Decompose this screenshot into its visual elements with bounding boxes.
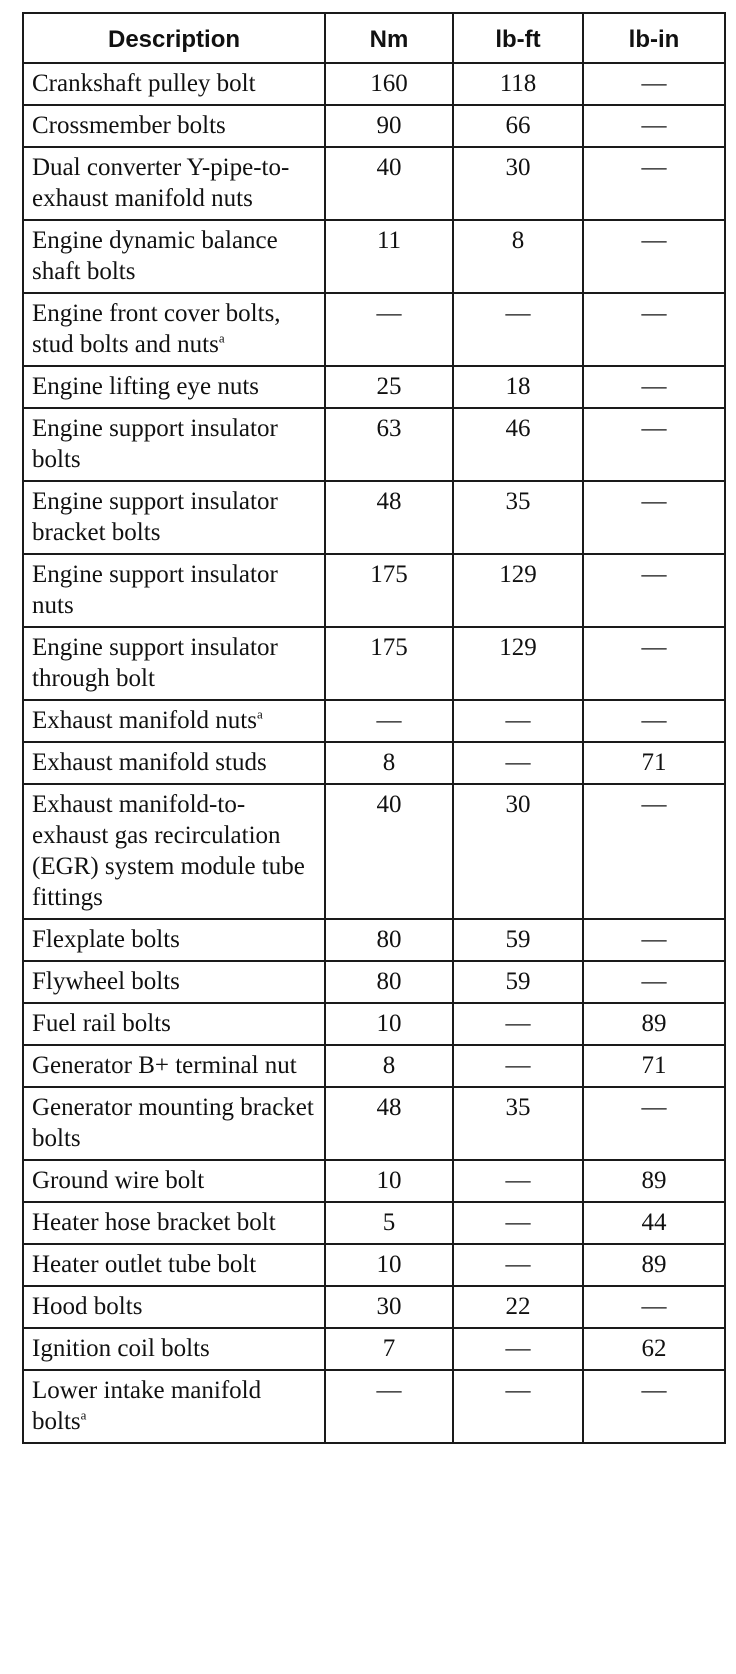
description-text: Crossmember bolts (32, 112, 226, 139)
cell-description (23, 742, 325, 784)
description-text: Dual converter Y-pipe-to-exhaust manifold nuts (32, 154, 290, 212)
table-row (23, 1328, 725, 1370)
cell-lbft: — (453, 293, 583, 366)
description-text: Ground wire bolt (32, 1167, 205, 1194)
cell-lbft: 35 (453, 1087, 583, 1160)
cell-description (23, 554, 325, 627)
description-text: Generator B+ terminal nut (32, 1052, 297, 1079)
description-text: Engine support insulator through bolt (32, 634, 278, 692)
description-text: Exhaust manifold nuts (32, 707, 257, 734)
table-row (23, 627, 725, 700)
cell-description (23, 1045, 325, 1087)
cell-description (23, 1087, 325, 1160)
cell-lbin: 89 (583, 1003, 725, 1045)
cell-description (23, 1370, 325, 1443)
description-text: Lower intake manifold bolts (32, 1377, 262, 1435)
cell-lbft: — (453, 1160, 583, 1202)
description-text: Generator mounting bracket bolts (32, 1094, 314, 1152)
cell-description (23, 700, 325, 742)
table-row (23, 1087, 725, 1160)
header-description: Description (23, 13, 325, 63)
cell-nm: 48 (325, 481, 453, 554)
table-row (23, 293, 725, 366)
description-text: Engine support insulator nuts (32, 561, 278, 619)
table-row (23, 1160, 725, 1202)
cell-nm: 80 (325, 919, 453, 961)
cell-lbin: — (583, 1087, 725, 1160)
cell-description (23, 1328, 325, 1370)
cell-nm: 25 (325, 366, 453, 408)
cell-description (23, 481, 325, 554)
cell-lbin: 71 (583, 1045, 725, 1087)
footnote-marker: a (218, 330, 225, 346)
cell-description (23, 961, 325, 1003)
cell-description (23, 1202, 325, 1244)
cell-lbft: — (453, 1328, 583, 1370)
table-row (23, 1286, 725, 1328)
table-row (23, 481, 725, 554)
description-text: Engine dynamic balance shaft bolts (32, 227, 278, 285)
table-row (23, 63, 725, 105)
cell-lbft: 8 (453, 220, 583, 293)
cell-lbin: 62 (583, 1328, 725, 1370)
table-row (23, 742, 725, 784)
cell-lbft: — (453, 1045, 583, 1087)
cell-lbft: 59 (453, 919, 583, 961)
cell-lbft: 118 (453, 63, 583, 105)
table-row (23, 919, 725, 961)
cell-lbin: 89 (583, 1244, 725, 1286)
header-lbft: lb-ft (453, 13, 583, 63)
cell-lbft: — (453, 1202, 583, 1244)
cell-description (23, 919, 325, 961)
cell-nm: 40 (325, 147, 453, 220)
cell-description (23, 366, 325, 408)
table-row (23, 784, 725, 919)
table-row (23, 408, 725, 481)
table-row (23, 700, 725, 742)
footnote-marker: a (256, 706, 263, 722)
cell-description (23, 63, 325, 105)
cell-lbft: 30 (453, 784, 583, 919)
description-text: Heater outlet tube bolt (32, 1251, 257, 1278)
table-row (23, 961, 725, 1003)
cell-lbin: — (583, 919, 725, 961)
footnote-marker: a (80, 1407, 87, 1423)
cell-nm: — (325, 1370, 453, 1443)
cell-lbin: — (583, 481, 725, 554)
cell-lbin: — (583, 1370, 725, 1443)
table-row (23, 1202, 725, 1244)
cell-nm: 10 (325, 1003, 453, 1045)
cell-lbin: 71 (583, 742, 725, 784)
cell-nm: 8 (325, 742, 453, 784)
table-row (23, 147, 725, 220)
cell-lbft: 22 (453, 1286, 583, 1328)
cell-nm: 7 (325, 1328, 453, 1370)
table-row (23, 1003, 725, 1045)
cell-nm: 5 (325, 1202, 453, 1244)
cell-nm: — (325, 293, 453, 366)
description-text: Exhaust manifold studs (32, 749, 267, 776)
cell-lbin: 89 (583, 1160, 725, 1202)
description-text: Hood bolts (32, 1293, 143, 1320)
cell-lbft: 46 (453, 408, 583, 481)
cell-description (23, 784, 325, 919)
table-row (23, 366, 725, 408)
cell-nm: 48 (325, 1087, 453, 1160)
cell-lbft: 59 (453, 961, 583, 1003)
cell-description (23, 1003, 325, 1045)
description-text: Fuel rail bolts (32, 1010, 171, 1037)
description-text: Exhaust manifold-to-exhaust gas recirculation (EGR) system module tube fittings (32, 791, 305, 911)
cell-nm: 80 (325, 961, 453, 1003)
cell-nm: 11 (325, 220, 453, 293)
table-row (23, 554, 725, 627)
cell-lbft: — (453, 742, 583, 784)
cell-lbft: 18 (453, 366, 583, 408)
cell-description (23, 627, 325, 700)
cell-lbin: — (583, 63, 725, 105)
description-text: Engine support insulator bolts (32, 415, 278, 473)
cell-nm: 63 (325, 408, 453, 481)
cell-lbin: — (583, 700, 725, 742)
cell-lbin: — (583, 554, 725, 627)
table-row (23, 1045, 725, 1087)
description-text: Crankshaft pulley bolt (32, 70, 256, 97)
description-text: Flywheel bolts (32, 968, 180, 995)
cell-lbft: 129 (453, 627, 583, 700)
cell-nm: 30 (325, 1286, 453, 1328)
table-row (23, 105, 725, 147)
table-row (23, 220, 725, 293)
description-text: Engine lifting eye nuts (32, 373, 260, 400)
torque-specification-table (22, 12, 726, 1444)
cell-nm: 175 (325, 627, 453, 700)
cell-lbin: — (583, 293, 725, 366)
cell-lbft: — (453, 700, 583, 742)
cell-description (23, 220, 325, 293)
cell-nm: 160 (325, 63, 453, 105)
cell-lbft: 66 (453, 105, 583, 147)
cell-nm: 90 (325, 105, 453, 147)
table-header-row (23, 13, 725, 63)
cell-lbft: 35 (453, 481, 583, 554)
cell-lbin: 44 (583, 1202, 725, 1244)
cell-description (23, 408, 325, 481)
cell-description (23, 293, 325, 366)
cell-lbin: — (583, 105, 725, 147)
cell-description (23, 1244, 325, 1286)
cell-nm: 10 (325, 1244, 453, 1286)
cell-lbft: 129 (453, 554, 583, 627)
table-row (23, 1244, 725, 1286)
cell-nm: — (325, 700, 453, 742)
cell-lbin: — (583, 408, 725, 481)
cell-nm: 175 (325, 554, 453, 627)
cell-lbft: — (453, 1003, 583, 1045)
cell-lbin: — (583, 784, 725, 919)
cell-lbin: — (583, 627, 725, 700)
cell-description (23, 1286, 325, 1328)
header-lbin: lb-in (583, 13, 725, 63)
header-nm: Nm (325, 13, 453, 63)
description-text: Ignition coil bolts (32, 1335, 210, 1362)
cell-lbft: 30 (453, 147, 583, 220)
cell-lbin: — (583, 1286, 725, 1328)
cell-lbin: — (583, 961, 725, 1003)
cell-lbin: — (583, 366, 725, 408)
table-body (23, 63, 725, 1443)
cell-lbin: — (583, 220, 725, 293)
cell-nm: 40 (325, 784, 453, 919)
description-text: Engine front cover bolts, stud bolts and nuts (32, 300, 281, 358)
cell-description (23, 147, 325, 220)
table-row (23, 1370, 725, 1443)
cell-nm: 10 (325, 1160, 453, 1202)
cell-lbft: — (453, 1244, 583, 1286)
description-text: Heater hose bracket bolt (32, 1209, 276, 1236)
cell-description (23, 1160, 325, 1202)
cell-lbft: — (453, 1370, 583, 1443)
cell-nm: 8 (325, 1045, 453, 1087)
description-text: Engine support insulator bracket bolts (32, 488, 278, 546)
cell-lbin: — (583, 147, 725, 220)
cell-description (23, 105, 325, 147)
description-text: Flexplate bolts (32, 926, 180, 953)
